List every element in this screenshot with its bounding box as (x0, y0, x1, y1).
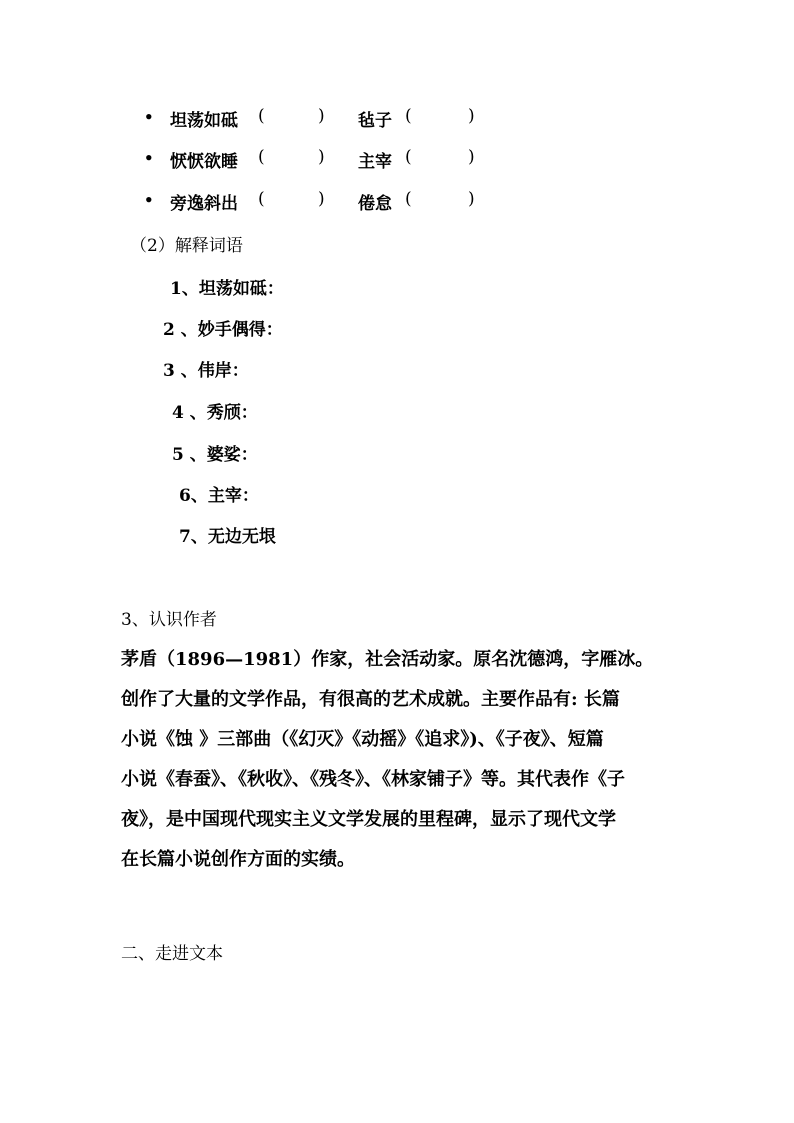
author-line: 小说《春蚕》、《秋收》、《残冬》、《林家铺子》等。其代表作《子 (121, 769, 625, 790)
definition-item: 1、坦荡如砥： (170, 279, 284, 299)
definition-item: 3 、伟岸： (163, 361, 249, 381)
pinyin-row (0, 185, 794, 215)
close-paren: ) (318, 106, 325, 126)
definition-item: 4 、秀颀： (172, 403, 258, 423)
author-heading: 3、认识作者 (121, 610, 217, 630)
definition-item: 2 、妙手偶得： (163, 320, 283, 340)
close-paren: ) (468, 189, 475, 209)
vocab-word: 恹恹欲睡 (170, 152, 238, 172)
vocab-word: 坦荡如砥 (170, 111, 238, 131)
bullet-icon: • (144, 191, 154, 209)
author-line: 在长篇小说创作方面的实绩。 (121, 849, 355, 870)
close-paren: ) (318, 189, 325, 209)
close-paren: ) (318, 147, 325, 167)
vocab-word: 旁逸斜出 (170, 194, 238, 214)
author-line: 小说《蚀 》三部曲（《幻灭》《动摇》《追求》)、《子夜》、短篇 (121, 729, 604, 750)
pinyin-row (0, 143, 794, 173)
open-paren: ( (405, 147, 412, 167)
explain-heading: （2）解释词语 (130, 236, 243, 256)
close-paren: ) (468, 147, 475, 167)
open-paren: ( (405, 106, 412, 126)
close-paren: ) (468, 106, 475, 126)
author-paragraph (121, 640, 681, 880)
open-paren: ( (258, 106, 265, 126)
definition-item: 5 、婆娑： (172, 445, 258, 465)
bullet-icon: • (144, 149, 154, 167)
open-paren: ( (258, 189, 265, 209)
vocab-word: 毡子 (358, 111, 392, 131)
author-line: 茅盾（1896—1981）作家，社会活动家。原名沈德鸿，字雁冰。 (121, 649, 654, 670)
author-line: 夜》，是中国现代现实主义文学发展的里程碑，显示了现代文学 (121, 809, 616, 830)
definition-item: 7、无边无垠 (179, 527, 276, 547)
section-two-heading: 二、走进文本 (121, 944, 223, 964)
definition-item: 6、主宰： (179, 486, 259, 506)
open-paren: ( (405, 189, 412, 209)
open-paren: ( (258, 147, 265, 167)
author-line: 创作了大量的文学作品，有很高的艺术成就。主要作品有: 长篇 (121, 689, 620, 710)
vocab-word: 倦怠 (358, 194, 392, 214)
vocab-word: 主宰 (358, 152, 392, 172)
bullet-icon: • (144, 108, 154, 126)
pinyin-row (0, 102, 794, 132)
